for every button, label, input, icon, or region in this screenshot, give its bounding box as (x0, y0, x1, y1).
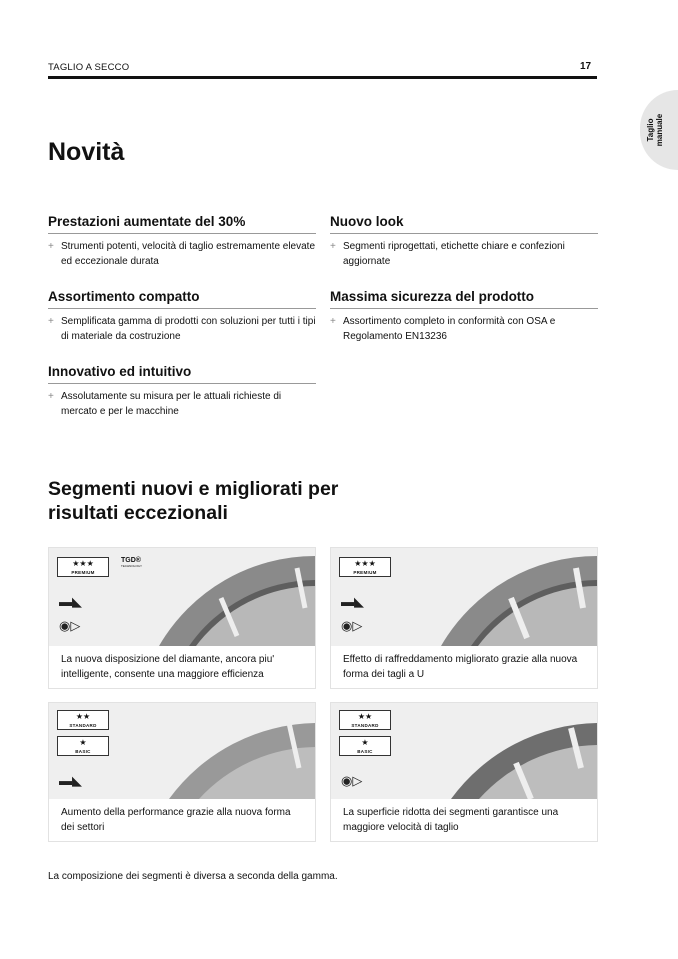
cut-off-saw-icon: ◉▷ (59, 618, 81, 633)
section-subtitle: Segmenti nuovi e migliorati per risultati eccezionali (48, 478, 339, 524)
angle-grinder-icon: ▬◣ (59, 594, 82, 609)
badge-label: PREMIUM (353, 570, 377, 575)
card-caption: Effetto di raffreddamento migliorato grazie alla nuova forma dei tagli a U (343, 654, 578, 680)
feature-text: Semplificata gamma di prodotti con soluzioni per tutti i tipi di materiale da costruzione (61, 316, 316, 342)
footnote: La composizione dei segmenti è diversa a seconda della gamma. (48, 871, 338, 882)
feature-innovative (48, 364, 316, 419)
cut-off-saw-icon: ◉▷ (341, 618, 363, 633)
segment-card-standard-basic (48, 702, 316, 842)
side-tab-line2: manuale (655, 113, 664, 147)
side-tab-label (646, 105, 664, 155)
stars: ★★★ (72, 559, 94, 568)
page-number: 17 (580, 61, 592, 72)
running-header: TAGLIO A SECCO (48, 62, 130, 73)
feature-performance (48, 214, 316, 269)
bullet: + (330, 241, 336, 252)
feature-text: Strumenti potenti, velocità di taglio estremamente elevate ed eccezionale durata (61, 241, 316, 267)
feature-title: Massima sicurezza del prodotto (330, 289, 598, 309)
badge-label: BASIC (357, 749, 373, 754)
page-title: Novità (48, 138, 125, 166)
blade-image (331, 703, 597, 799)
segment-card-premium (330, 547, 598, 689)
feature-text: Assortimento completo in conformità con OSA e Regolamento EN13236 (343, 316, 556, 342)
feature-text: Assolutamente su misura per le attuali richieste di mercato e per le macchine (61, 391, 282, 417)
standard-badge (339, 710, 391, 730)
card-caption: La superficie ridotta dei segmenti garantisce una maggiore velocità di taglio (343, 807, 559, 833)
tgd-logo (121, 557, 142, 568)
tgd-sub: TECHNOLOGY (121, 564, 143, 568)
stars: ★★★ (354, 559, 376, 568)
segment-card-standard-basic-saw (330, 702, 598, 842)
premium-badge (339, 557, 391, 577)
blade-image (331, 548, 597, 646)
bullet: + (48, 241, 54, 252)
feature-look (330, 214, 598, 269)
feature-text: Segmenti riprogettati, etichette chiare e confezioni aggiornate (343, 241, 565, 267)
stars: ★ (79, 738, 87, 747)
header-rule (48, 76, 597, 79)
card-caption: Aumento della performance grazie alla nuova forma dei settori (61, 807, 291, 833)
basic-badge (339, 736, 391, 756)
feature-title: Nuovo look (330, 214, 598, 234)
blade-image (49, 703, 315, 799)
feature-title: Prestazioni aumentate del 30% (48, 214, 316, 234)
side-tab-line1: Taglio (646, 118, 655, 142)
badge-label: STANDARD (69, 723, 97, 728)
feature-title: Innovativo ed intuitivo (48, 364, 316, 384)
card-caption: La nuova disposizione del diamante, ancora piu' intelligente, consente una maggiore efficienza (61, 654, 275, 680)
bullet: + (330, 316, 336, 327)
badge-label: PREMIUM (71, 570, 95, 575)
bullet: + (48, 316, 54, 327)
bullet: + (48, 391, 54, 402)
angle-grinder-icon: ▬◣ (341, 594, 364, 609)
segment-card-premium-tgd (48, 547, 316, 689)
stars: ★★ (357, 712, 373, 721)
tgd-label: TGD® (121, 557, 141, 564)
angle-grinder-icon: ▬◣ (59, 773, 82, 788)
stars: ★ (361, 738, 369, 747)
feature-assortment (48, 289, 316, 344)
premium-badge (57, 557, 109, 577)
badge-label: STANDARD (351, 723, 379, 728)
feature-title: Assortimento compatto (48, 289, 316, 309)
basic-badge (57, 736, 109, 756)
blade-image (49, 548, 315, 646)
cut-off-saw-icon: ◉▷ (341, 773, 363, 788)
badge-label: BASIC (75, 749, 91, 754)
stars: ★★ (75, 712, 91, 721)
feature-safety (330, 289, 598, 344)
standard-badge (57, 710, 109, 730)
